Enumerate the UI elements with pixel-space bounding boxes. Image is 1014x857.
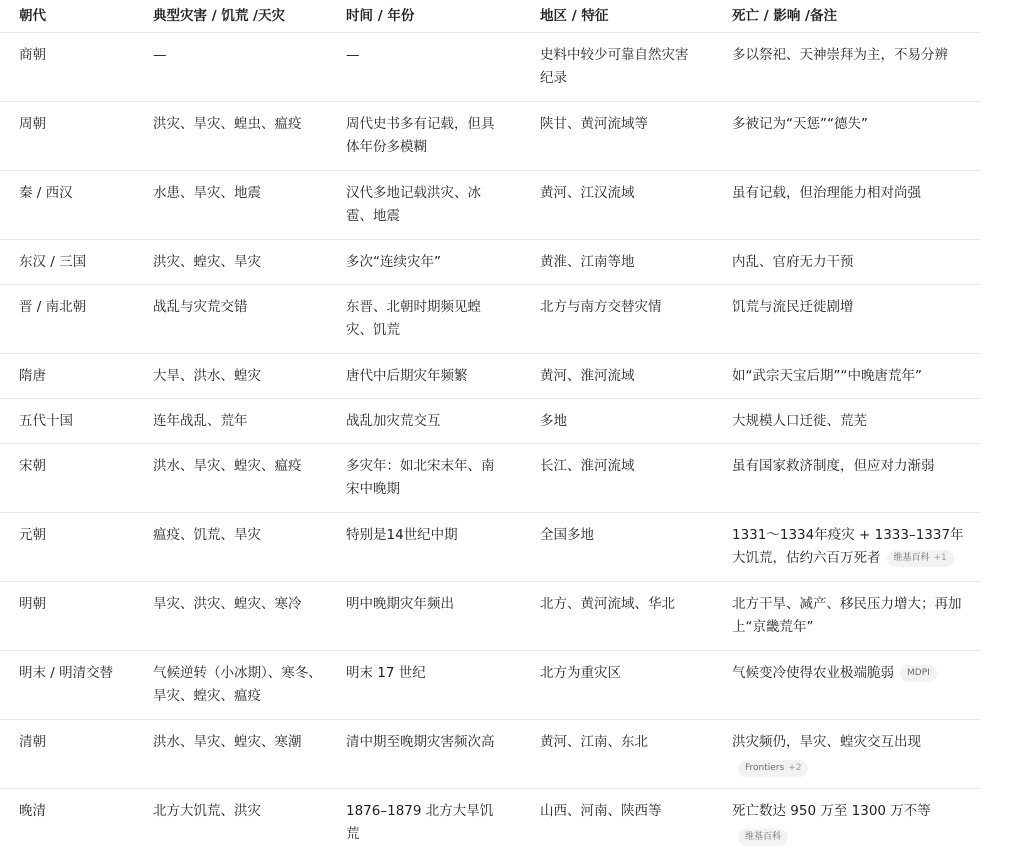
cell-dynasty [0,240,135,284]
cell-region [521,285,714,353]
dynasty-text: 明末 / 明清交替 [19,665,114,681]
time-text: 周代史书多有记载，但具体年份多模糊 [346,116,495,155]
cell-region [521,102,714,170]
table-row [0,285,980,354]
cell-region [521,651,714,719]
time-text: 唐代中后期灾年频繁 [346,368,468,384]
cell-impact [714,171,980,239]
cell-disasters [135,102,328,170]
header-region: 地区 / 特征 [540,8,609,24]
region-text: 黄淮、江南等地 [540,254,635,270]
time-text: 汉代多地记载洪灾、冰雹、地震 [346,185,481,224]
cell-impact [714,789,980,849]
impact-text: 气候变冷使得农业极端脆弱 [732,665,894,681]
cell-time [328,513,521,581]
impact-text: 饥荒与流民迁徙剧增 [732,299,854,315]
time-text: — [346,47,360,63]
cell-region [521,240,714,284]
cell-dynasty [0,285,135,353]
cell-dynasty [0,582,135,650]
dynasty-text: 晋 / 南北朝 [19,299,87,315]
dynasty-text: 明朝 [19,596,46,612]
dynasty-text: 东汉 / 三国 [19,254,87,270]
source-line [732,757,970,780]
cell-time [328,171,521,239]
cell-impact [714,582,980,650]
region-text: 黄河、江南、东北 [540,734,648,750]
cell-impact [714,444,980,512]
source-citation-badge[interactable] [900,665,937,682]
cell-region [521,354,714,398]
cell-impact [714,285,980,353]
header-time: 时间 / 年份 [346,8,415,24]
disasters-text: 洪灾、蝗灾、旱灾 [153,254,261,270]
dynasty-text: 隋唐 [19,368,46,384]
region-text: 北方、黄河流域、华北 [540,596,675,612]
time-text: 明末 17 世纪 [346,665,426,681]
cell-time [328,444,521,512]
cell-disasters [135,285,328,353]
cell-impact [714,354,980,398]
source-name: Frontiers [745,763,785,773]
cell-disasters [135,651,328,719]
cell-region [521,33,714,101]
region-text: 全国多地 [540,527,594,543]
impact-text: 死亡数达 950 万至 1300 万不等 [732,803,931,819]
cell-disasters [135,444,328,512]
disasters-text: 洪水、旱灾、蝗灾、寒潮 [153,734,302,750]
cell-impact [714,240,980,284]
table-row [0,513,980,582]
cell-disasters [135,720,328,788]
dynasty-text: 商朝 [19,47,46,63]
region-text: 北方为重灾区 [540,665,621,681]
impact-text: 大规模人口迁徙、荒芜 [732,413,867,429]
time-text: 多灾年：如北宋末年、南宋中晚期 [346,458,495,497]
disasters-text: 北方大饥荒、洪灾 [153,803,261,819]
source-name: MDPI [907,668,930,678]
cell-dynasty [0,789,135,849]
impact-text: 1331～1334年疫灾 + 1333–1337年大饥荒，估约六百万死者 [732,527,964,566]
impact-text: 虽有记载，但治理能力相对尚强 [732,185,921,201]
cell-disasters [135,171,328,239]
cell-time [328,399,521,443]
cell-region [521,513,714,581]
disasters-text: 水患、旱灾、地震 [153,185,261,201]
time-text: 东晋、北朝时期频见蝗灾、饥荒 [346,299,481,338]
cell-disasters [135,399,328,443]
cell-region [521,582,714,650]
cell-dynasty [0,444,135,512]
header-dynasty: 朝代 [19,8,46,24]
dynasty-text: 晚清 [19,803,46,819]
source-citation-badge[interactable] [738,760,808,777]
impact-text: 内乱、官府无力干预 [732,254,854,270]
time-text: 多次“连续灾年” [346,254,441,270]
cell-impact [714,102,980,170]
impact-text: 洪灾频仍，旱灾、蝗灾交互出现 [732,734,921,750]
cell-dynasty [0,720,135,788]
disasters-text: 洪水、旱灾、蝗灾、瘟疫 [153,458,302,474]
table-row [0,720,980,789]
region-text: 山西、河南、陕西等 [540,803,662,819]
time-text: 清中期至晚期灾害频次高 [346,734,495,750]
table-row [0,240,980,285]
cell-dynasty [0,171,135,239]
header-disasters: 典型灾害 / 饥荒 /天灾 [153,8,285,24]
source-more-count: +2 [788,763,802,773]
cell-impact [714,33,980,101]
impact-text: 北方干旱、减产、移民压力增大；再加上“京畿荒年” [732,596,962,635]
cell-region [521,444,714,512]
cell-disasters [135,513,328,581]
cell-region [521,789,714,849]
region-text: 陕甘、黄河流域等 [540,116,648,132]
cell-impact [714,399,980,443]
cell-impact [714,651,980,719]
source-name: 维基百科 [745,832,782,842]
cell-disasters [135,582,328,650]
time-text: 战乱加灾荒交互 [346,413,441,429]
region-text: 长江、淮河流域 [540,458,635,474]
table-row [0,33,980,102]
cell-disasters [135,33,328,101]
cell-time [328,354,521,398]
region-text: 黄河、淮河流域 [540,368,635,384]
source-more-count: +1 [933,553,947,563]
source-citation-badge[interactable] [738,829,788,846]
table-row [0,444,980,513]
dynasty-text: 元朝 [19,527,46,543]
table-row [0,354,980,399]
disasters-text: 洪灾、旱灾、蝗虫、瘟疫 [153,116,302,132]
cell-time [328,102,521,170]
disasters-text: 气候逆转（小冰期）、寒冬、旱灾、蝗灾、瘟疫 [153,665,322,704]
cell-time [328,240,521,284]
cell-dynasty [0,33,135,101]
cell-disasters [135,240,328,284]
region-text: 北方与南方交替灾情 [540,299,662,315]
cell-time [328,651,521,719]
cell-region [521,720,714,788]
disasters-text: — [153,47,167,63]
table-row [0,651,980,720]
cell-dynasty [0,102,135,170]
cell-region [521,171,714,239]
impact-text: 如“武宗天宝后期”“中晚唐荒年” [732,368,922,384]
source-line [732,826,970,849]
header-impact: 死亡 / 影响 /备注 [732,8,837,24]
impact-text: 多被记为“天惩”“德失” [732,116,868,132]
disasters-text: 瘟疫、饥荒、旱灾 [153,527,261,543]
cell-impact [714,720,980,788]
cell-time [328,33,521,101]
cell-region [521,399,714,443]
dynasty-text: 秦 / 西汉 [19,185,73,201]
dynasty-text: 清朝 [19,734,46,750]
region-text: 黄河、江汉流域 [540,185,635,201]
cell-impact [714,513,980,581]
disasters-text: 连年战乱、荒年 [153,413,248,429]
cell-dynasty [0,354,135,398]
disasters-text: 战乱与灾荒交错 [153,299,248,315]
cell-dynasty [0,399,135,443]
time-text: 1876–1879 北方大旱饥荒 [346,803,494,842]
cell-dynasty [0,651,135,719]
cell-dynasty [0,513,135,581]
cell-time [328,285,521,353]
table-header-row [0,0,980,33]
dynasty-text: 五代十国 [19,413,73,429]
region-text: 史料中较少可靠自然灾害纪录 [540,47,689,86]
dynasty-text: 周朝 [19,116,46,132]
table-row [0,171,980,240]
table-row [0,789,980,849]
impact-text: 虽有国家救济制度，但应对力渐弱 [732,458,935,474]
dynasty-text: 宋朝 [19,458,46,474]
disasters-text: 旱灾、洪灾、蝗灾、寒冷 [153,596,302,612]
impact-text: 多以祭祀、天神崇拜为主，不易分辨 [732,47,948,63]
source-citation-badge[interactable] [887,550,954,567]
cell-time [328,582,521,650]
cell-time [328,789,521,849]
table-row [0,399,980,444]
table-row [0,102,980,171]
disasters-text: 大旱、洪水、蝗灾 [153,368,261,384]
cell-disasters [135,354,328,398]
cell-disasters [135,789,328,849]
time-text: 特别是14世纪中期 [346,527,458,543]
time-text: 明中晚期灾年频出 [346,596,454,612]
cell-time [328,720,521,788]
table-row [0,582,980,651]
source-name: 维基百科 [893,553,930,563]
region-text: 多地 [540,413,567,429]
